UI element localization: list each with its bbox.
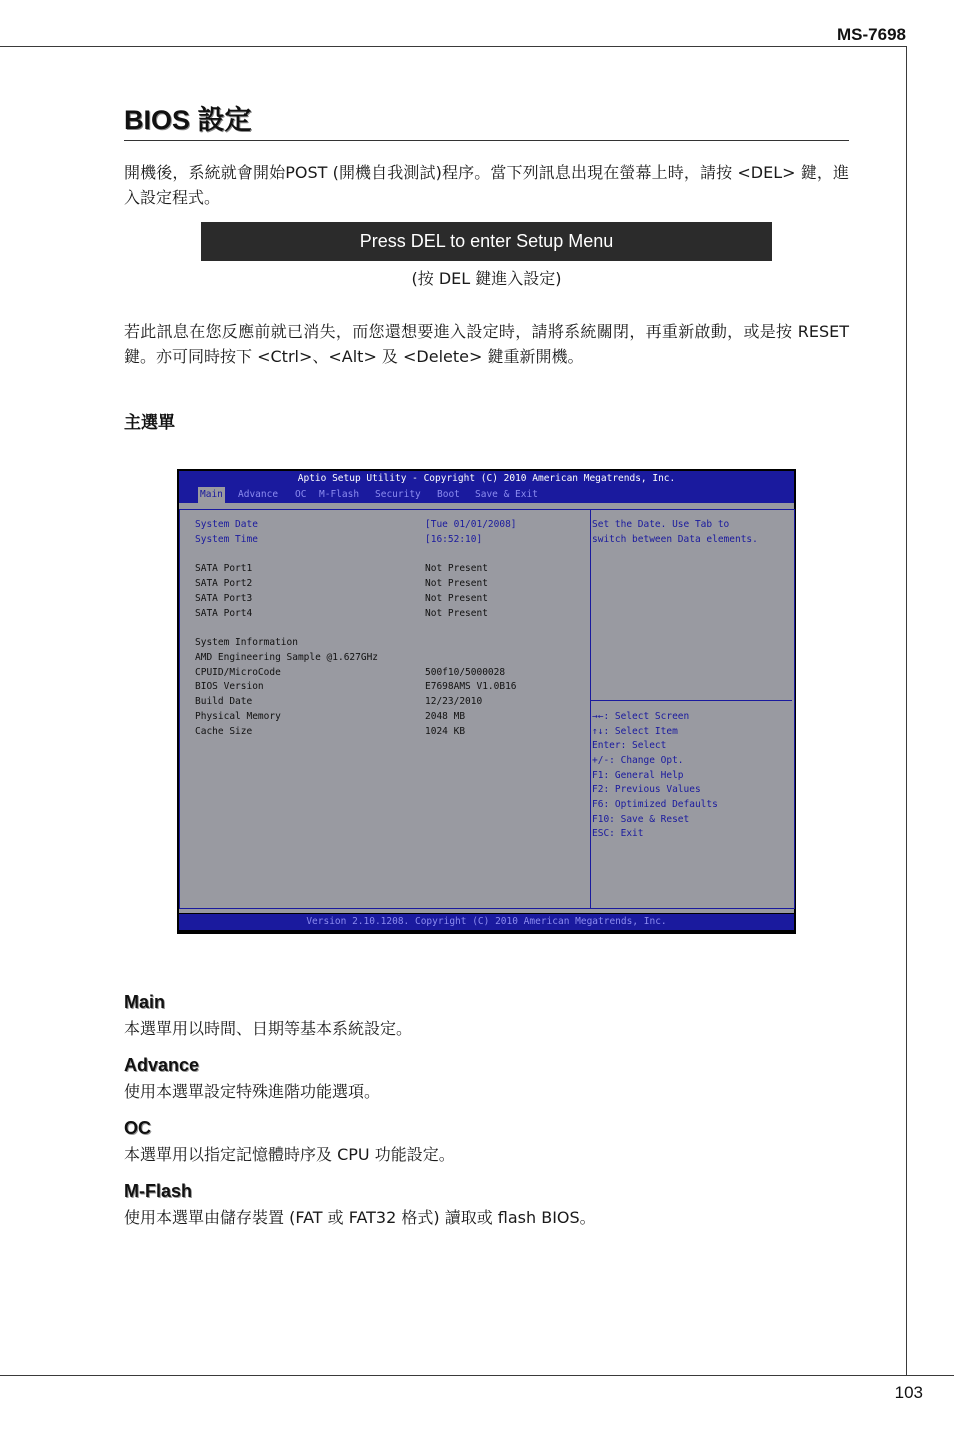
- bios-row-label[interactable]: System Time: [195, 534, 258, 545]
- bios-row-label: AMD Engineering Sample @1.627GHz: [195, 652, 379, 663]
- bios-tab-security[interactable]: Security: [375, 489, 421, 500]
- bios-body: [179, 503, 794, 913]
- bios-footer: Version 2.10.1208. Copyright (C) 2010 American Megatrends, Inc.: [179, 914, 794, 930]
- bios-row-label: SATA Port4: [195, 608, 253, 619]
- bios-row-value[interactable]: [Tue 01/01/2008]: [425, 519, 517, 530]
- bios-row-label: SATA Port3: [195, 593, 253, 604]
- bios-row-value: 1024 KB: [425, 726, 466, 737]
- bios-key-hint: +/-: Change Opt.: [592, 755, 684, 766]
- bios-screenshot: [177, 469, 796, 934]
- bios-row-value: 500f10/5000028: [425, 667, 506, 678]
- bios-row-label: Physical Memory: [195, 711, 281, 722]
- bios-tab-oc[interactable]: OC: [295, 489, 307, 500]
- bios-tab-advance[interactable]: Advance: [238, 489, 279, 500]
- section-title-advance: Advance: [124, 1055, 200, 1075]
- right-rule: [906, 46, 907, 1376]
- bios-row-label: CPUID/MicroCode: [195, 667, 281, 678]
- banner-caption: (按 DEL 鍵進入設定): [411, 269, 562, 288]
- bios-row-label: Cache Size: [195, 726, 253, 737]
- section-desc-mflash: 使用本選單由儲存裝置 (FAT 或 FAT32 格式) 讀取或 flash BIOS。: [124, 1208, 596, 1227]
- bios-key-hint: ESC: Exit: [592, 828, 644, 839]
- section-title-oc: OC: [124, 1118, 151, 1138]
- bios-row-value: 12/23/2010: [425, 696, 483, 707]
- bios-help-text: switch between Data elements.: [592, 534, 758, 545]
- bios-row-label[interactable]: System Date: [195, 519, 258, 530]
- press-del-banner: Press DEL to enter Setup Menu: [201, 222, 772, 261]
- bios-key-hint: F10: Save & Reset: [592, 814, 690, 825]
- bios-row-value: 2048 MB: [425, 711, 466, 722]
- page-title: BIOS 設定: [124, 105, 252, 135]
- bios-header: Aptio Setup Utility - Copyright (C) 2010 American Megatrends, Inc.: [179, 471, 794, 487]
- bios-tab-mflash[interactable]: M-Flash: [319, 489, 360, 500]
- page-number: 103: [894, 1383, 923, 1402]
- bios-row-label: SATA Port2: [195, 578, 253, 589]
- bios-row-value: Not Present: [425, 593, 488, 604]
- bios-tab-boot[interactable]: Boot: [437, 489, 460, 500]
- bios-key-hint: F1: General Help: [592, 770, 684, 781]
- section-desc-main: 本選單用以時間、日期等基本系統設定。: [124, 1019, 413, 1038]
- intro-paragraph: 開機後，系統就會開始POST (開機自我測試)程序。當下列訊息出現在螢幕上時，請按 <DEL> 鍵，進入設定程式。: [124, 163, 849, 207]
- bios-row-label: System Information: [195, 637, 298, 648]
- section-desc-advance: 使用本選單設定特殊進階功能選項。: [124, 1082, 381, 1101]
- bios-row-value: Not Present: [425, 578, 488, 589]
- bios-row-label: SATA Port1: [195, 563, 253, 574]
- bios-key-hint: F2: Previous Values: [592, 784, 701, 795]
- bios-row-value: Not Present: [425, 563, 488, 574]
- bios-menu-bar: [179, 487, 794, 503]
- bios-row-label: Build Date: [195, 696, 253, 707]
- bios-key-hint: →←: Select Screen: [592, 711, 690, 722]
- top-rule: [0, 46, 906, 47]
- reset-paragraph: 若此訊息在您反應前就已消失，而您還想要進入設定時，請將系統關閉，再重新啟動，或是按 RESET 鍵。亦可同時按下 <Ctrl>、<Alt> 及 <Delete> 鍵重新開機。: [124, 322, 849, 366]
- bios-key-hint: ↑↓: Select Item: [592, 726, 678, 737]
- bios-row-value: Not Present: [425, 608, 488, 619]
- bios-help-text: Set the Date. Use Tab to: [592, 519, 730, 530]
- section-title-mflash: M-Flash: [124, 1181, 193, 1201]
- bios-row-label: BIOS Version: [195, 681, 264, 692]
- bios-tab-main[interactable]: Main: [198, 487, 225, 503]
- bios-row-value: E7698AMS V1.0B16: [425, 681, 517, 692]
- bios-key-hint: F6: Optimized Defaults: [592, 799, 718, 810]
- bios-row-value[interactable]: [16:52:10]: [425, 534, 483, 545]
- bios-tab-save-exit[interactable]: Save & Exit: [475, 489, 538, 500]
- bios-right-panel: [590, 509, 795, 909]
- section-desc-oc: 本選單用以指定記憶體時序及 CPU 功能設定。: [124, 1145, 455, 1164]
- section-title-main: Main: [124, 992, 166, 1012]
- title-underline: [124, 140, 849, 141]
- bottom-rule: [0, 1375, 954, 1376]
- bios-help-separator: [591, 700, 792, 701]
- main-menu-heading: 主選單: [124, 413, 175, 433]
- bios-key-hint: Enter: Select: [592, 740, 667, 751]
- model-number: MS-7698: [837, 25, 906, 44]
